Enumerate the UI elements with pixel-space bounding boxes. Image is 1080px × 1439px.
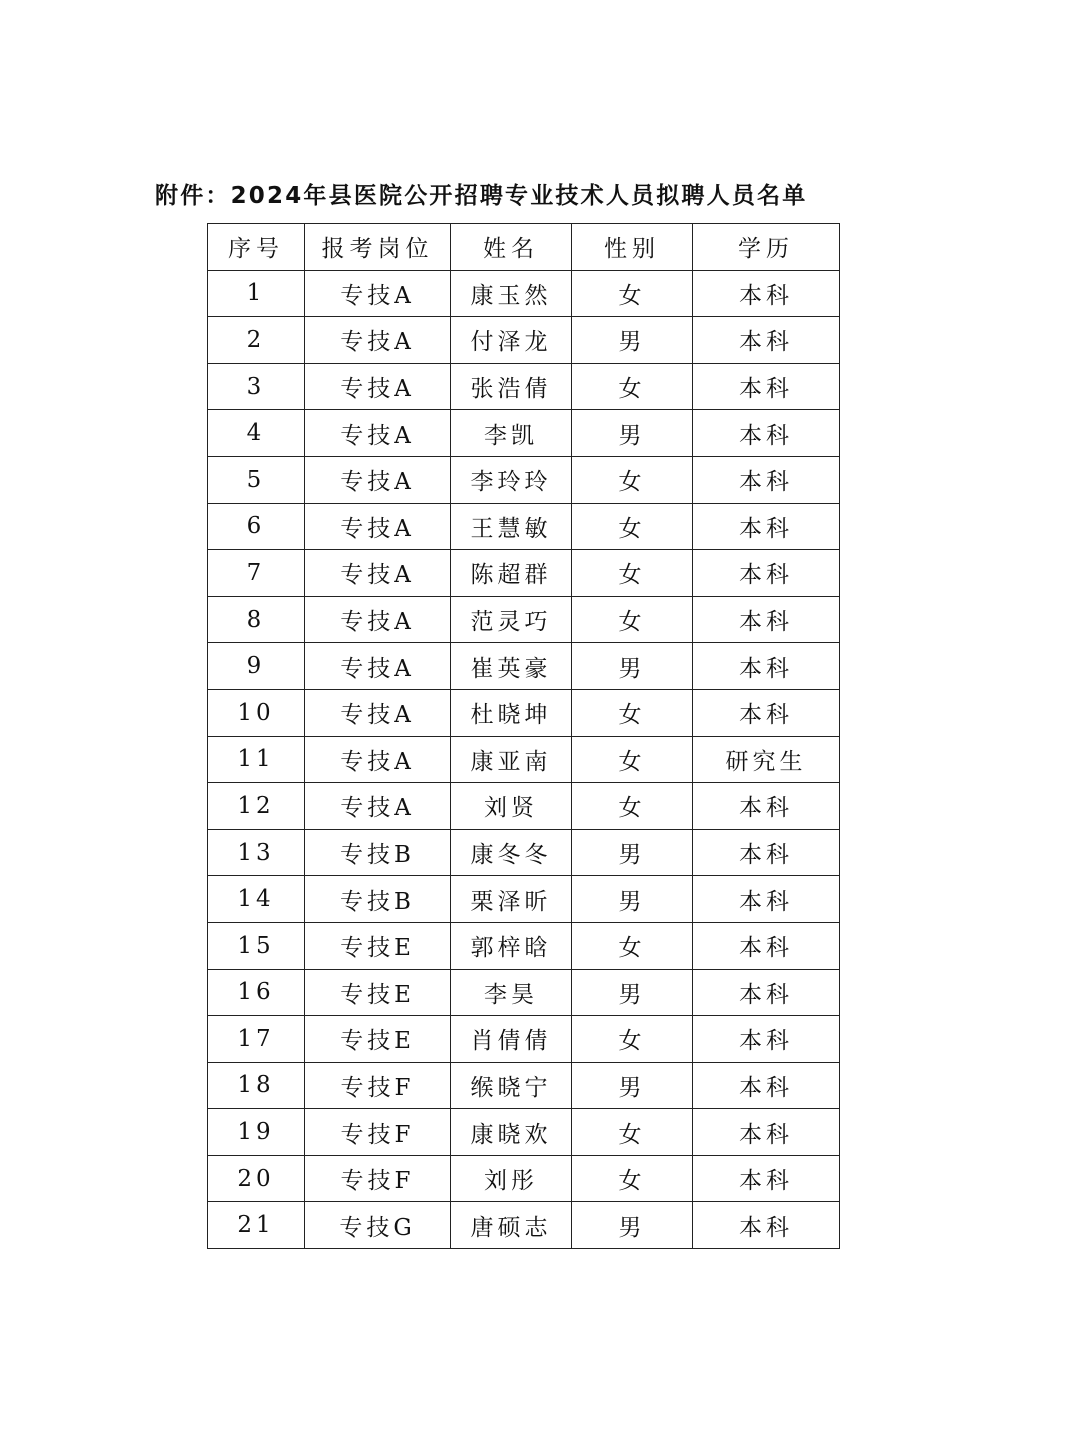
- cell-name: 付泽龙: [451, 317, 572, 364]
- cell-gender: 女: [572, 270, 693, 317]
- cell-no: 12: [208, 783, 305, 830]
- cell-name: 范灵巧: [451, 596, 572, 643]
- cell-education: 本科: [693, 1016, 840, 1063]
- cell-education: 本科: [693, 270, 840, 317]
- cell-education: 本科: [693, 317, 840, 364]
- cell-post: 专技A: [305, 550, 451, 597]
- cell-post: 专技A: [305, 689, 451, 736]
- table-row: [208, 689, 840, 736]
- cell-gender: 女: [572, 456, 693, 503]
- cell-post: 专技A: [305, 270, 451, 317]
- cell-post: 专技B: [305, 829, 451, 876]
- cell-no: 6: [208, 503, 305, 550]
- cell-name: 张浩倩: [451, 363, 572, 410]
- cell-post: 专技A: [305, 596, 451, 643]
- cell-no: 11: [208, 736, 305, 783]
- cell-gender: 男: [572, 317, 693, 364]
- cell-name: 肖倩倩: [451, 1016, 572, 1063]
- cell-no: 5: [208, 456, 305, 503]
- table-row: [208, 876, 840, 923]
- cell-gender: 男: [572, 969, 693, 1016]
- table-row: [208, 550, 840, 597]
- cell-gender: 女: [572, 1155, 693, 1202]
- cell-gender: 女: [572, 1109, 693, 1156]
- cell-no: 20: [208, 1155, 305, 1202]
- cell-post: 专技G: [305, 1202, 451, 1249]
- candidate-table: [207, 223, 840, 1249]
- cell-name: 崔英豪: [451, 643, 572, 690]
- cell-no: 16: [208, 969, 305, 1016]
- cell-education: 本科: [693, 1109, 840, 1156]
- cell-post: 专技A: [305, 363, 451, 410]
- table-row: [208, 503, 840, 550]
- cell-no: 10: [208, 689, 305, 736]
- cell-name: 缑晓宁: [451, 1062, 572, 1109]
- cell-gender: 男: [572, 1202, 693, 1249]
- table-row: [208, 596, 840, 643]
- cell-post: 专技B: [305, 876, 451, 923]
- table-row: [208, 922, 840, 969]
- cell-no: 18: [208, 1062, 305, 1109]
- table-row: [208, 1109, 840, 1156]
- cell-education: 本科: [693, 363, 840, 410]
- table-header-row: [208, 224, 840, 271]
- cell-post: 专技A: [305, 410, 451, 457]
- cell-no: 1: [208, 270, 305, 317]
- table-row: [208, 783, 840, 830]
- cell-no: 17: [208, 1016, 305, 1063]
- cell-gender: 男: [572, 829, 693, 876]
- cell-name: 康冬冬: [451, 829, 572, 876]
- cell-no: 8: [208, 596, 305, 643]
- cell-no: 21: [208, 1202, 305, 1249]
- cell-no: 7: [208, 550, 305, 597]
- cell-name: 康玉然: [451, 270, 572, 317]
- cell-post: 专技A: [305, 643, 451, 690]
- cell-name: 栗泽昕: [451, 876, 572, 923]
- table-row: [208, 736, 840, 783]
- cell-education: 研究生: [693, 736, 840, 783]
- table-row: [208, 410, 840, 457]
- cell-education: 本科: [693, 829, 840, 876]
- header-post: 报考岗位: [305, 224, 451, 271]
- table-row: [208, 1062, 840, 1109]
- cell-gender: 女: [572, 736, 693, 783]
- cell-name: 李玲玲: [451, 456, 572, 503]
- cell-no: 2: [208, 317, 305, 364]
- cell-gender: 男: [572, 410, 693, 457]
- cell-name: 郭梓晗: [451, 922, 572, 969]
- cell-gender: 男: [572, 643, 693, 690]
- cell-post: 专技E: [305, 1016, 451, 1063]
- cell-post: 专技F: [305, 1062, 451, 1109]
- cell-post: 专技A: [305, 503, 451, 550]
- cell-gender: 女: [572, 503, 693, 550]
- cell-education: 本科: [693, 1062, 840, 1109]
- cell-post: 专技A: [305, 317, 451, 364]
- table-row: [208, 1155, 840, 1202]
- cell-education: 本科: [693, 596, 840, 643]
- cell-education: 本科: [693, 783, 840, 830]
- cell-no: 4: [208, 410, 305, 457]
- cell-gender: 男: [572, 1062, 693, 1109]
- cell-name: 刘彤: [451, 1155, 572, 1202]
- cell-education: 本科: [693, 503, 840, 550]
- cell-gender: 女: [572, 363, 693, 410]
- table-row: [208, 1016, 840, 1063]
- cell-education: 本科: [693, 876, 840, 923]
- cell-name: 刘贤: [451, 783, 572, 830]
- cell-gender: 女: [572, 922, 693, 969]
- cell-no: 15: [208, 922, 305, 969]
- table-row: [208, 829, 840, 876]
- cell-education: 本科: [693, 550, 840, 597]
- cell-gender: 女: [572, 596, 693, 643]
- table-row: [208, 643, 840, 690]
- cell-no: 19: [208, 1109, 305, 1156]
- cell-name: 李凯: [451, 410, 572, 457]
- cell-education: 本科: [693, 1155, 840, 1202]
- cell-name: 李昊: [451, 969, 572, 1016]
- cell-name: 康亚南: [451, 736, 572, 783]
- cell-name: 康晓欢: [451, 1109, 572, 1156]
- header-education: 学历: [693, 224, 840, 271]
- cell-education: 本科: [693, 969, 840, 1016]
- table-row: [208, 363, 840, 410]
- cell-gender: 女: [572, 1016, 693, 1063]
- header-name: 姓名: [451, 224, 572, 271]
- cell-education: 本科: [693, 689, 840, 736]
- cell-gender: 女: [572, 550, 693, 597]
- document-title: 附件：2024年县医院公开招聘专业技术人员拟聘人员名单: [155, 183, 808, 209]
- table-row: [208, 1202, 840, 1249]
- cell-name: 杜晓坤: [451, 689, 572, 736]
- table-row: [208, 969, 840, 1016]
- cell-no: 14: [208, 876, 305, 923]
- table-row: [208, 270, 840, 317]
- cell-post: 专技F: [305, 1155, 451, 1202]
- cell-post: 专技A: [305, 736, 451, 783]
- table-row: [208, 317, 840, 364]
- cell-gender: 女: [572, 689, 693, 736]
- cell-education: 本科: [693, 922, 840, 969]
- cell-post: 专技E: [305, 922, 451, 969]
- table-row: [208, 456, 840, 503]
- cell-name: 陈超群: [451, 550, 572, 597]
- header-no: 序号: [208, 224, 305, 271]
- cell-education: 本科: [693, 1202, 840, 1249]
- cell-name: 唐硕志: [451, 1202, 572, 1249]
- cell-post: 专技F: [305, 1109, 451, 1156]
- cell-education: 本科: [693, 410, 840, 457]
- cell-gender: 男: [572, 876, 693, 923]
- cell-no: 9: [208, 643, 305, 690]
- cell-post: 专技A: [305, 783, 451, 830]
- cell-no: 3: [208, 363, 305, 410]
- table-body: [208, 270, 840, 1248]
- cell-post: 专技E: [305, 969, 451, 1016]
- cell-education: 本科: [693, 456, 840, 503]
- cell-gender: 女: [572, 783, 693, 830]
- cell-education: 本科: [693, 643, 840, 690]
- cell-post: 专技A: [305, 456, 451, 503]
- cell-name: 王慧敏: [451, 503, 572, 550]
- header-gender: 性别: [572, 224, 693, 271]
- cell-no: 13: [208, 829, 305, 876]
